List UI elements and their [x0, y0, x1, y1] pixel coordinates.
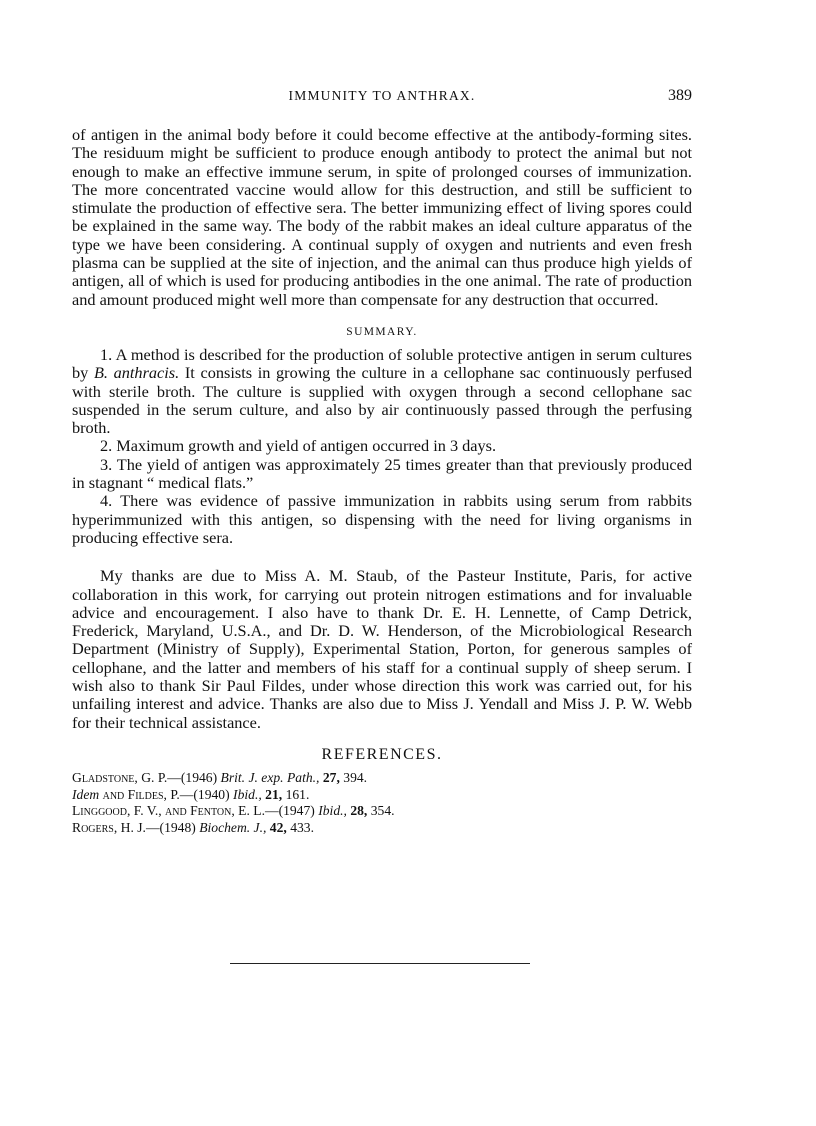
reference-year: —(1940) — [179, 786, 230, 802]
summary-item-1 — [72, 346, 692, 437]
references-heading: REFERENCES. — [321, 745, 443, 763]
running-header — [72, 88, 692, 110]
reference-entry — [72, 787, 692, 804]
reference-page: 394. — [343, 769, 368, 785]
reference-authors: Rogers, H. J. — [72, 819, 146, 835]
reference-entry — [72, 770, 692, 787]
reference-volume: 28, — [350, 803, 368, 819]
body-paragraph: of antigen in the animal body before it could become effective at the antibody-forming sites. The residuum might be sufficient to produce enough antibody to protect the animal but not enough to make an effective immune serum, in spite of prolonged courses of immunization. The more concentrated vaccine would allow for this destruction, and still be sufficient to stimulate the production of effective sera. The better immunizing effect of living spores could be explained in the same way. The body of the rabbit makes an ideal culture apparatus of the type we have been considering. A continual supply of oxygen and nutrients and even fresh plasma can be supplied at the site of injection, and the animal can thus produce high yields of antigen, all of which is used for producing antibodies in the one animal. The rate of production and amount produced might well more than compensate for any destruction that occurred. — [72, 125, 692, 309]
acknowledgements-paragraph: My thanks are due to Miss A. M. Staub, of the Pasteur Institute, Paris, for active collaboration in this work, for carrying out protein nitrogen estimations and for invaluable advice and encouragement. I also have to thank Dr. E. H. Lennette, of Camp Detrick, Frederick, Maryland, U.S.A., and Dr. D. W. Henderson, of the Microbiological Research Department (Ministry of Supply), Experimental Station, Porton, for generous samples of cellophane, and the latter and members of his staff for a continual supply of sheep serum. I wish also to thank Sir Paul Fildes, under whose direction this work was carried out, for his unfailing interest and advice. Thanks are also due to Miss J. Yendall and Miss J. P. W. Webb for their technical assistance. — [72, 566, 692, 732]
page-number: 389 — [668, 87, 692, 104]
reference-journal: Ibid., — [233, 786, 262, 802]
reference-authors: Gladstone, G. P. — [72, 769, 168, 785]
reference-page: 161. — [285, 786, 310, 802]
running-title: IMMUNITY TO ANTHRAX. — [288, 88, 476, 103]
reference-entry — [72, 820, 692, 837]
reference-journal: Biochem. J., — [199, 819, 267, 835]
reference-year: —(1947) — [264, 803, 315, 819]
reference-year: —(1948) — [145, 819, 196, 835]
reference-page: 354. — [370, 803, 395, 819]
reference-journal: Brit. J. exp. Path., — [220, 769, 320, 785]
organism-name: B. anthracis. — [93, 363, 180, 383]
reference-volume: 21, — [265, 786, 283, 802]
reference-page: 433. — [290, 819, 314, 835]
summary-heading: SUMMARY. — [346, 325, 418, 338]
reference-authors: Linggood, F. V., and Fenton, E. L. — [72, 803, 265, 819]
summary-item-2: 2. Maximum growth and yield of antigen occurred in 3 days. — [100, 436, 497, 456]
journal-page — [72, 88, 692, 836]
reference-authors: Idem — [72, 786, 100, 802]
reference-volume: 42, — [269, 819, 287, 835]
reference-year: —(1946) — [167, 769, 218, 785]
reference-entry — [72, 803, 692, 820]
reference-volume: 27, — [322, 769, 340, 785]
summary-item-1-continuation: It consists in growing the culture in a cellophane sac continuously perfused with sterile broth. The culture is supplied with oxygen through a second cellophane sac suspended in the serum culture, and also by air continuously passed through the perfusing broth. — [72, 363, 693, 438]
end-rule — [230, 963, 530, 964]
summary-item-4: 4. There was evidence of passive immunization in rabbits using serum from rabbits hyperimmunized with this antigen, so dispensing with the need for living organisms in producing effective sera. — [72, 491, 692, 547]
summary-item-3: 3. The yield of antigen was approximately 25 times greater than that previously produced in stagnant “ medical flats.” — [72, 454, 692, 493]
reference-journal: Ibid., — [318, 803, 347, 819]
reference-coauthors: and Fildes, P. — [102, 786, 180, 802]
summary-item-1-text: 1. A method is described for the production of soluble protective antigen in serum cultures by — [72, 344, 692, 383]
